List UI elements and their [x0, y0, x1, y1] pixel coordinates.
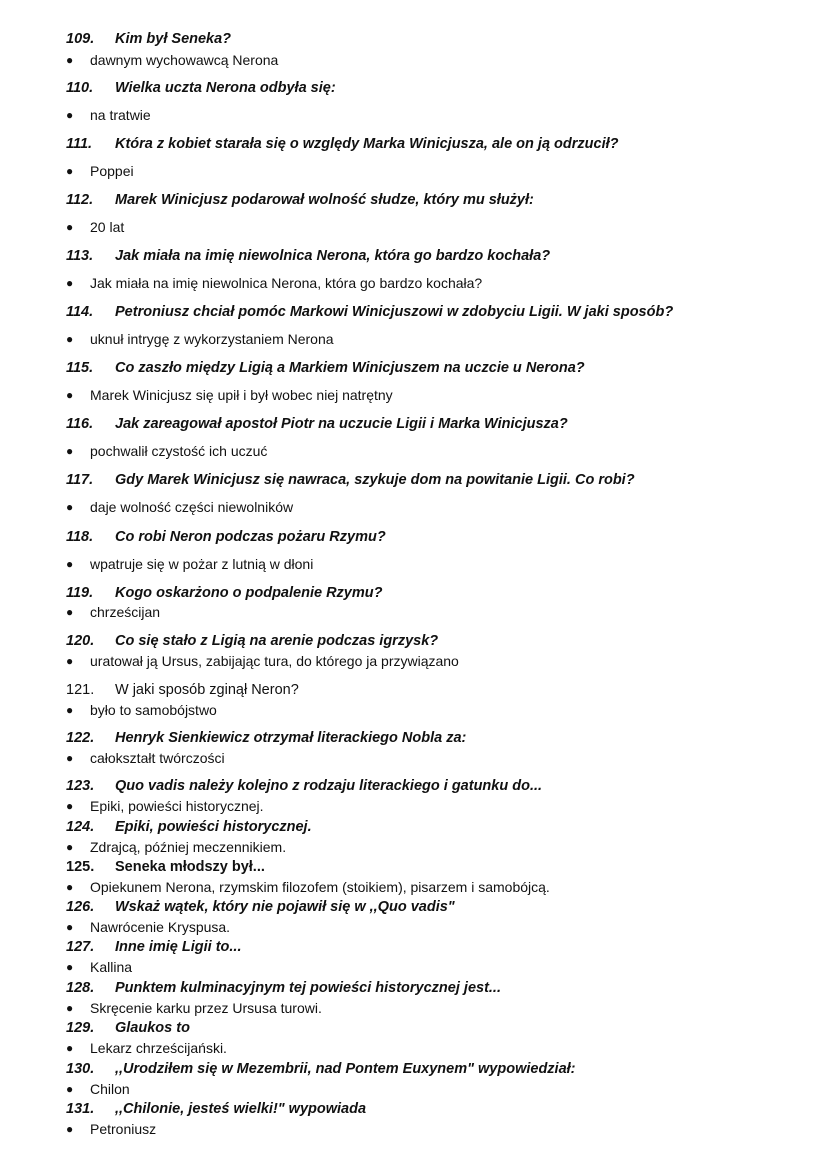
question-text: ,,Urodziłem się w Mezembrii, nad Pontem Euxynem" wypowiedział:	[115, 1061, 576, 1077]
question-number: 110.	[66, 80, 94, 96]
question-number: 120.	[66, 633, 95, 649]
question-text: Kim był Seneka?	[115, 31, 232, 47]
question-number: 118.	[66, 529, 94, 545]
answer-text: Jak miała na imię niewolnica Nerona, która go bardzo kochała?	[90, 275, 483, 291]
answer-text: Poppei	[90, 163, 134, 179]
answer-text: Opiekunem Nerona, rzymskim filozofem (stoikiem), pisarzem i samobójcą.	[90, 879, 550, 895]
bullet-icon: ●	[66, 751, 74, 765]
answer-text: wpatruje się w pożar z lutnią w dłoni	[90, 556, 314, 572]
question-text: Glaukos to	[115, 1020, 190, 1036]
bullet-icon: ●	[66, 164, 74, 178]
question-number: 125.	[66, 859, 95, 875]
question-text: Inne imię Ligii to...	[115, 939, 242, 955]
question-text: Która z kobiet starała się o względy Marka Winicjusza, ale on ją odrzucił?	[115, 136, 619, 152]
question-number: 117.	[66, 472, 94, 488]
question-number: 109.	[66, 31, 95, 47]
question-text: W jaki sposób zginął Neron?	[115, 682, 299, 698]
question-text: Co zaszło między Ligią a Markiem Winicjuszem na uczcie u Nerona?	[115, 360, 585, 376]
bullet-icon: ●	[66, 654, 74, 668]
bullet-icon: ●	[66, 220, 74, 234]
answer-text: Chilon	[90, 1081, 130, 1097]
bullet-icon: ●	[66, 276, 74, 290]
bullet-icon: ●	[66, 53, 74, 67]
question-text: Co robi Neron podczas pożaru Rzymu?	[115, 529, 386, 545]
bullet-icon: ●	[66, 799, 74, 813]
bullet-icon: ●	[66, 444, 74, 458]
answer-text: daje wolność części niewolników	[90, 499, 294, 515]
question-number: 115.	[66, 360, 94, 376]
question-text: Punktem kulminacyjnym tej powieści historycznej jest...	[115, 980, 501, 996]
question-number: 131.	[66, 1101, 95, 1117]
question-text: Quo vadis należy kolejno z rodzaju literackiego i gatunku do...	[115, 778, 543, 794]
question-text: Epiki, powieści historycznej.	[115, 819, 312, 835]
bullet-icon: ●	[66, 605, 74, 619]
question-number: 121.	[66, 682, 95, 698]
answer-text: Zdrajcą, później meczennikiem.	[90, 839, 287, 855]
question-number: 114.	[66, 304, 94, 320]
question-number: 123.	[66, 778, 95, 794]
bullet-icon: ●	[66, 920, 74, 934]
bullet-icon: ●	[66, 332, 74, 346]
bullet-icon: ●	[66, 500, 74, 514]
answer-text: Kallina	[90, 959, 133, 975]
question-number: 111.	[66, 136, 93, 152]
answer-text: dawnym wychowawcą Nerona	[90, 52, 279, 68]
question-number: 126.	[66, 899, 95, 915]
question-number: 127.	[66, 939, 95, 955]
bullet-icon: ●	[66, 388, 74, 402]
bullet-icon: ●	[66, 1041, 74, 1055]
question-text: Petroniusz chciał pomóc Markowi Winicjuszowi w zdobyciu Ligii. W jaki sposób?	[115, 304, 674, 320]
answer-text: chrześcijan	[90, 604, 161, 620]
question-number: 122.	[66, 730, 95, 746]
answer-text: było to samobójstwo	[90, 702, 217, 718]
answer-text: Skręcenie karku przez Ursusa turowi.	[90, 1000, 322, 1016]
question-text: Kogo oskarżono o podpalenie Rzymu?	[115, 585, 383, 601]
bullet-icon: ●	[66, 703, 74, 717]
answer-text: pochwalił czystość ich uczuć	[90, 443, 268, 459]
answer-text: uknuł intrygę z wykorzystaniem Nerona	[90, 331, 334, 347]
bullet-icon: ●	[66, 1001, 74, 1015]
question-text: Wskaż wątek, który nie pojawił się w ,,Quo vadis"	[115, 899, 455, 915]
bullet-icon: ●	[66, 960, 74, 974]
answer-text: na tratwie	[90, 107, 151, 123]
question-text: Wielka uczta Nerona odbyła się:	[115, 80, 336, 96]
bullet-icon: ●	[66, 840, 74, 854]
bullet-icon: ●	[66, 108, 74, 122]
question-text: Seneka młodszy był...	[115, 859, 265, 875]
answer-text: Marek Winicjusz się upił i był wobec niej natrętny	[90, 387, 393, 403]
question-text: Gdy Marek Winicjusz się nawraca, szykuje dom na powitanie Ligii. Co robi?	[115, 472, 635, 488]
question-number: 130.	[66, 1061, 95, 1077]
answer-text: Petroniusz	[90, 1121, 157, 1137]
question-number: 116.	[66, 416, 94, 432]
question-number: 124.	[66, 819, 95, 835]
question-text: Jak miała na imię niewolnica Nerona, która go bardzo kochała?	[115, 248, 551, 264]
bullet-icon: ●	[66, 1122, 74, 1136]
answer-text: całokształt twórczości	[90, 750, 225, 766]
question-text: Henryk Sienkiewicz otrzymał literackiego Nobla za:	[115, 730, 467, 746]
question-number: 112.	[66, 192, 94, 208]
question-text: ,,Chilonie, jesteś wielki!" wypowiada	[115, 1101, 367, 1117]
answer-text: uratował ją Ursus, zabijając tura, do którego ja przywiązano	[90, 653, 459, 669]
question-number: 119.	[66, 585, 94, 601]
question-number: 128.	[66, 980, 95, 996]
question-number: 129.	[66, 1020, 95, 1036]
bullet-icon: ●	[66, 1082, 74, 1096]
answer-text: 20 lat	[90, 219, 125, 235]
answer-text: Epiki, powieści historycznej.	[90, 798, 264, 814]
question-number: 113.	[66, 248, 94, 264]
bullet-icon: ●	[66, 557, 74, 571]
question-text: Co się stało z Ligią na arenie podczas igrzysk?	[115, 633, 439, 649]
answer-text: Lekarz chrześcijański.	[90, 1040, 227, 1056]
bullet-icon: ●	[66, 880, 74, 894]
question-text: Marek Winicjusz podarował wolność słudze, który mu służył:	[115, 192, 534, 208]
answer-text: Nawrócenie Kryspusa.	[90, 919, 231, 935]
question-text: Jak zareagował apostoł Piotr na uczucie Ligii i Marka Winicjusza?	[115, 416, 568, 432]
